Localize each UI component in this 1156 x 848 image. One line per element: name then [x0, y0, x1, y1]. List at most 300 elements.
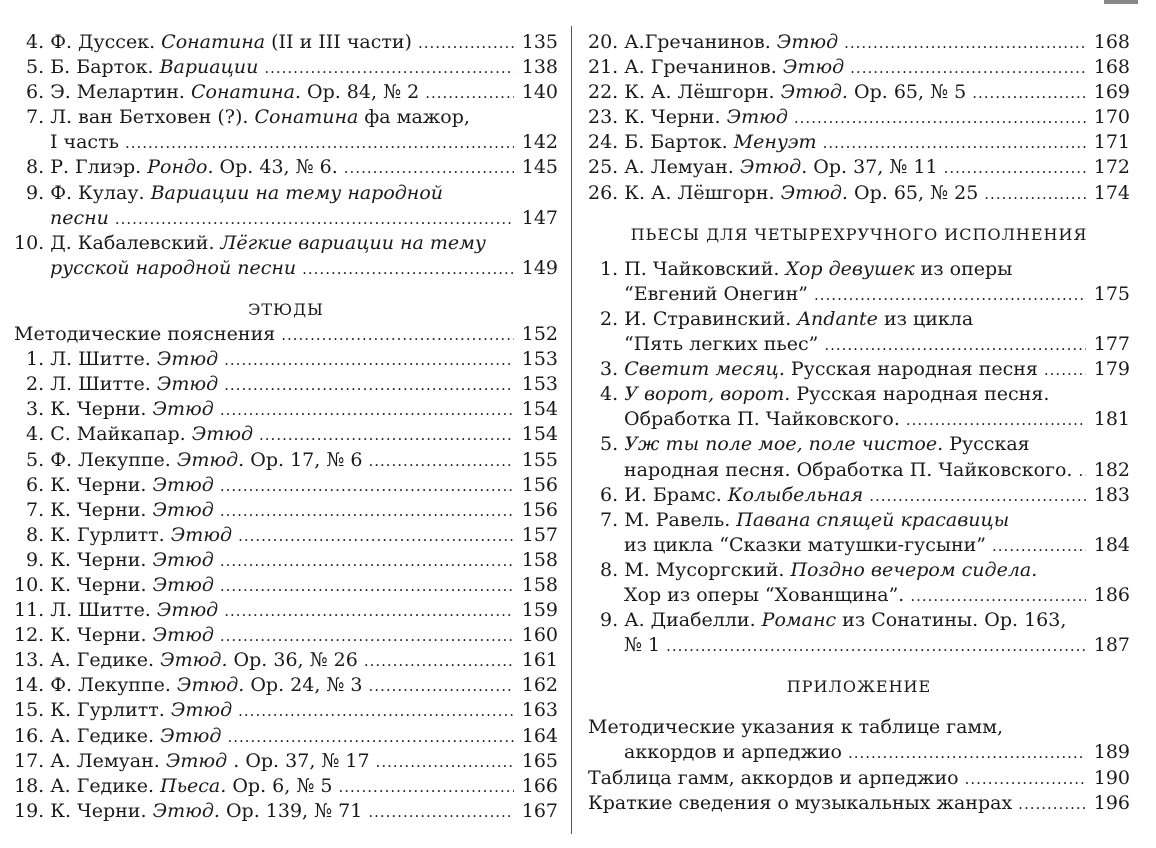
page-number: 167 — [521, 799, 558, 822]
entry-title — [50, 372, 218, 397]
entry-title-text: Методические пояснения — [14, 323, 276, 346]
dot-leader — [115, 207, 514, 232]
entry-title — [50, 155, 338, 180]
entry-title-italic: Вариации на тему народной — [150, 181, 443, 204]
entry-title-italic: Менуэт — [733, 131, 817, 154]
page-number: 182 — [1093, 458, 1130, 481]
entry-number: 17. — [14, 749, 45, 772]
toc-entry — [14, 673, 558, 698]
entry-number: 16. — [14, 724, 45, 747]
entry-title — [624, 533, 986, 558]
entry-title-text: “Евгений Онегин” — [624, 282, 808, 305]
entry-title — [50, 130, 119, 155]
entry-title-text: из цикла — [877, 307, 974, 330]
dot-leader — [227, 725, 514, 750]
page-number: 189 — [1093, 741, 1130, 764]
entry-title-text: К. Гурлитт. — [50, 523, 171, 546]
page-number: 155 — [521, 448, 558, 471]
toc-entry-line — [588, 432, 1130, 457]
dot-leader — [259, 423, 514, 448]
entry-title — [50, 623, 214, 648]
entry-title — [588, 766, 959, 791]
toc-entry — [14, 448, 558, 473]
toc-entry-line — [14, 181, 558, 206]
entry-title — [50, 397, 214, 422]
page-number: 158 — [521, 573, 558, 596]
entry-title-text: Краткие сведения о музыкальных жанрах — [588, 791, 1013, 814]
entry-title — [50, 30, 412, 55]
dot-leader — [220, 624, 514, 649]
toc-entry-line — [588, 715, 1130, 740]
entry-title-text: Ор. 43, № 6. — [213, 156, 338, 179]
entry-number: 19. — [14, 799, 45, 822]
entry-title — [624, 282, 808, 307]
toc-entry — [588, 181, 1130, 206]
toc-entry-line — [588, 608, 1130, 633]
entry-title-text: “Пять легких пьес” — [624, 333, 819, 356]
dot-leader — [965, 767, 1086, 792]
entry-title — [624, 155, 937, 180]
dot-leader — [425, 81, 514, 106]
entry-title-text: I часть — [50, 131, 119, 154]
entry-title-text: А. Гедике. — [50, 724, 161, 747]
toc-entry — [14, 80, 558, 105]
dot-leader — [220, 499, 514, 524]
entry-title-italic: Светит месяц. — [624, 358, 785, 381]
page-number: 147 — [521, 206, 558, 229]
entry-number: 7. — [26, 498, 45, 521]
entry-title — [624, 105, 788, 130]
entry-title — [50, 673, 362, 698]
entry-title — [50, 181, 443, 206]
entry-number: 6. — [26, 473, 45, 496]
entry-title-italic: Этюд. — [780, 81, 848, 104]
entry-title — [624, 633, 660, 658]
dot-leader — [666, 634, 1086, 659]
toc-entry — [588, 332, 1130, 357]
entry-title-italic: Рондо. — [147, 156, 214, 179]
toc-entry — [588, 458, 1130, 483]
toc-entry — [14, 397, 558, 422]
page-number: 164 — [521, 724, 558, 747]
section-header: ЭТЮДЫ — [248, 299, 324, 319]
dot-leader — [224, 373, 514, 398]
entry-title-text: С. Майкапар. — [50, 423, 192, 446]
entry-title — [624, 583, 904, 608]
entry-title-italic: русской народной песни — [50, 256, 297, 279]
entry-title-text: А. Гедике. — [50, 774, 161, 797]
toc-entry — [588, 407, 1130, 432]
entry-title-text: аккордов и арпеджио — [624, 741, 842, 764]
entry-title-text: Л. Шитте. — [50, 599, 157, 622]
entry-number: 18. — [14, 774, 45, 797]
entry-number: 4. — [600, 383, 619, 406]
entry-title-text: Русская — [943, 433, 1030, 456]
entry-title-text: К. Черни. — [50, 548, 153, 571]
entry-title-italic: Колыбельная — [727, 483, 864, 506]
page-number: 184 — [1093, 533, 1130, 556]
toc-entry — [588, 155, 1130, 180]
entry-title-italic: Этюд. — [176, 448, 245, 471]
entry-title — [50, 774, 332, 799]
entry-title-italic: Сонатина — [254, 106, 359, 129]
entry-title-text: А. Гедике. — [50, 649, 161, 672]
entry-title — [588, 715, 1003, 740]
dot-leader — [823, 131, 1086, 156]
entry-title-italic: Романс — [761, 609, 837, 632]
toc-entry — [588, 483, 1130, 508]
dot-leader — [364, 649, 514, 674]
toc-entry — [588, 80, 1130, 105]
entry-title-text: Ф. Кулау. — [50, 181, 151, 204]
toc-entry — [588, 105, 1130, 130]
entry-number: 10. — [14, 573, 45, 596]
entry-title — [50, 548, 214, 573]
entry-title-text: Русская народная песня. — [790, 383, 1050, 406]
entry-title-text: Ф. Лекуппе. — [50, 448, 177, 471]
dot-leader — [338, 775, 514, 800]
entry-number: 5. — [600, 433, 619, 456]
entry-number: 22. — [588, 81, 619, 104]
page-number: 168 — [1093, 31, 1130, 53]
entry-title — [624, 508, 1009, 533]
page-number: 174 — [1093, 181, 1130, 204]
entry-title-italic: Этюд — [152, 624, 214, 647]
dot-leader — [238, 524, 514, 549]
entry-title-text: Ф. Лекуппе. — [50, 674, 177, 697]
entry-title-italic: Пьеса. — [160, 774, 227, 797]
entry-title-text: К. Черни. — [50, 473, 153, 496]
page-number: 158 — [521, 548, 558, 571]
entry-title — [588, 791, 1012, 816]
entry-title — [14, 322, 275, 347]
toc-entry-line — [588, 307, 1130, 332]
entry-title — [624, 181, 978, 206]
dot-leader — [794, 106, 1086, 131]
toc-entry — [588, 357, 1130, 382]
entry-title — [50, 799, 362, 824]
page-number: 142 — [521, 131, 558, 154]
dot-leader — [220, 398, 514, 423]
entry-title-text: фа мажор, — [358, 106, 470, 129]
entry-title — [50, 523, 232, 548]
entry-title-text: К. А. Лёшгорн. — [624, 81, 781, 104]
toc-entry — [588, 282, 1130, 307]
entry-title-text: К. Черни. — [50, 573, 153, 596]
entry-title — [50, 498, 214, 523]
page-number: 156 — [521, 473, 558, 496]
entry-title-text: П. Чайковский. — [624, 257, 786, 280]
toc-entry — [14, 473, 558, 498]
entry-number: 4. — [26, 31, 45, 53]
toc-entry — [14, 130, 558, 155]
entry-title-text: К. Гурлитт. — [50, 699, 171, 722]
entry-title-text: из цикла “Сказки матушки-гусыни” — [624, 533, 987, 556]
entry-title — [624, 407, 900, 432]
entry-title — [50, 55, 258, 80]
entry-title-text: Л. Шитте. — [50, 373, 157, 396]
page-number: 154 — [521, 398, 558, 421]
entry-title-italic: Этюд — [156, 373, 219, 396]
entry-title — [624, 332, 818, 357]
entry-title-italic: Этюд — [170, 523, 233, 546]
entry-title-italic: Этюд — [776, 31, 839, 53]
page-number: 152 — [521, 323, 558, 346]
toc-entry — [14, 256, 558, 281]
entry-number: 9. — [600, 609, 619, 632]
toc-entry — [14, 155, 558, 180]
page-number: 186 — [1093, 583, 1130, 606]
entry-title-text: Ор. 84, № 2 — [300, 81, 420, 104]
entry-title — [624, 558, 1037, 583]
dot-leader — [850, 56, 1086, 81]
dot-leader — [368, 800, 514, 825]
entry-title — [624, 382, 1049, 407]
dot-leader — [264, 56, 514, 81]
column-divider — [571, 26, 572, 834]
entry-number: 11. — [14, 599, 45, 622]
entry-title-italic: Этюд. — [739, 156, 808, 179]
page-number: 177 — [1093, 333, 1130, 356]
dot-leader — [869, 484, 1086, 509]
entry-title-italic: Этюд — [152, 498, 214, 521]
toc-entry-line — [588, 508, 1130, 533]
entry-title-text: Ор. 139, № 71 — [219, 799, 363, 822]
entry-title-text: К. Черни. — [624, 106, 727, 129]
entry-title — [50, 473, 214, 498]
entry-title-text: Таблица гамм, аккордов и арпеджио — [588, 766, 959, 789]
entry-title — [624, 55, 844, 80]
page-number: 160 — [521, 624, 558, 647]
toc-entry — [588, 30, 1130, 55]
toc-column-left — [14, 30, 558, 824]
entry-title-text: из оперы — [914, 257, 1013, 280]
entry-title-italic: Этюд — [156, 348, 219, 371]
toc-column-right — [588, 30, 1130, 816]
dot-leader — [824, 333, 1086, 358]
page-number: 172 — [1093, 156, 1130, 179]
entry-title — [624, 483, 863, 508]
page-number: 190 — [1093, 766, 1130, 789]
entry-number: 10. — [14, 231, 45, 254]
entry-title-text: Ор. 37, № 11 — [807, 156, 938, 179]
entry-title-text: Ф. Дуссек. — [50, 31, 162, 53]
toc-entry — [14, 749, 558, 774]
entry-title — [624, 307, 973, 332]
entry-title — [624, 432, 1029, 457]
entry-title-text: народная песня. Обработка П. Чайковского. — [624, 458, 1073, 481]
page-number: 138 — [521, 56, 558, 79]
entry-title-text: Л. Шитте. — [50, 348, 157, 371]
page-number: 161 — [521, 649, 558, 672]
entry-title — [624, 608, 1066, 633]
entry-number: 14. — [14, 674, 45, 697]
entry-title-italic: Уж ты поле мое, поле чистое. — [624, 433, 944, 456]
dot-leader — [910, 584, 1086, 609]
entry-number: 6. — [26, 81, 45, 104]
toc-entry — [14, 548, 558, 573]
entry-number: 12. — [14, 624, 45, 647]
dot-leader — [418, 31, 514, 56]
entry-title-text: К. Черни. — [50, 498, 153, 521]
entry-title-italic: Этюд. — [152, 799, 220, 822]
entry-title-text: Ор. 36, № 26 — [227, 649, 358, 672]
entry-title — [50, 698, 232, 723]
entry-title-italic: Павана спящей красавицы — [736, 508, 1010, 531]
entry-title-italic: Лёгкие вариации на тему — [220, 231, 486, 254]
entry-title-italic: Этюд — [165, 749, 228, 772]
dot-leader — [220, 549, 514, 574]
toc-entry — [588, 791, 1130, 816]
entry-title-italic: Andante — [797, 307, 878, 330]
page-number: 162 — [521, 674, 558, 697]
entry-number: 3. — [600, 358, 619, 381]
toc-entry — [14, 573, 558, 598]
entry-title-text: (II и III части) — [265, 31, 412, 53]
entry-title-text: Хор из оперы “Хованщина”. — [624, 583, 905, 606]
page-number: 140 — [521, 81, 558, 104]
entry-number: 7. — [26, 106, 45, 129]
entry-title-text: Д. Кабалевский. — [50, 231, 221, 254]
entry-title-text: Б. Барток. — [624, 131, 734, 154]
entry-title-italic: Вариации — [159, 56, 259, 79]
toc-entry — [14, 623, 558, 648]
page-number: 181 — [1093, 408, 1130, 431]
entry-number: 24. — [588, 131, 619, 154]
page-number: 170 — [1093, 106, 1130, 129]
entry-title-text: Б. Барток. — [50, 56, 160, 79]
toc-entry — [14, 523, 558, 548]
page-number: 135 — [521, 31, 558, 53]
entry-title-italic: Сонатина — [161, 31, 266, 53]
entry-title-text: Русская народная песня — [784, 358, 1038, 381]
entry-title-text: Обработка П. Чайковского. — [624, 408, 900, 431]
entry-title — [50, 598, 218, 623]
entry-title-text: из Сонатины. Ор. 163, — [836, 609, 1067, 632]
entry-title-italic: Сонатина. — [190, 81, 301, 104]
toc-entry — [588, 766, 1130, 791]
entry-title-italic: Этюд — [152, 473, 214, 496]
entry-number: 8. — [26, 156, 45, 179]
entry-title — [624, 130, 816, 155]
dot-leader — [281, 323, 514, 348]
page-number: 183 — [1093, 483, 1130, 506]
page-number: 145 — [521, 156, 558, 179]
page-number-fragment — [1104, 0, 1138, 4]
page-number: 166 — [521, 774, 558, 797]
page-number: 168 — [1093, 56, 1130, 79]
entry-title-text: И. Брамс. — [624, 483, 728, 506]
dot-leader — [1018, 792, 1086, 817]
entry-title — [50, 749, 369, 774]
dot-leader — [376, 750, 514, 775]
entry-title-text: Ор. 65, № 5 — [847, 81, 967, 104]
entry-number: 1. — [26, 348, 45, 371]
section-gap — [588, 206, 1130, 222]
entry-number: 6. — [600, 483, 619, 506]
dot-leader — [220, 574, 514, 599]
entry-title — [50, 80, 419, 105]
dot-leader — [992, 534, 1086, 559]
entry-number: 9. — [26, 548, 45, 571]
section-header: ПРИЛОЖЕНИЕ — [786, 677, 932, 697]
entry-title — [624, 458, 1072, 483]
dot-leader — [224, 348, 514, 373]
toc-entry-line — [588, 558, 1130, 583]
page-number: 156 — [521, 498, 558, 521]
toc-entry — [588, 633, 1130, 658]
entry-title-text: И. Стравинский. — [624, 307, 798, 330]
entry-title-italic: Этюд — [160, 724, 222, 747]
entry-title-text: М. Равель. — [624, 508, 737, 531]
entry-number: 20. — [588, 31, 619, 53]
dot-leader — [302, 257, 514, 282]
toc-entry — [588, 55, 1130, 80]
entry-title — [50, 573, 214, 598]
dot-leader — [972, 81, 1086, 106]
entry-number: 25. — [588, 156, 619, 179]
entry-number: 2. — [26, 373, 45, 396]
entry-title-text: Ор. 6, № 5 — [226, 774, 333, 797]
entry-title-italic: Этюд. — [780, 181, 848, 204]
dot-leader — [944, 156, 1086, 181]
section-gap — [588, 658, 1130, 674]
entry-title-italic: У ворот, ворот. — [624, 383, 791, 406]
entry-number: 23. — [588, 106, 619, 129]
toc-entry — [14, 30, 558, 55]
toc-entry — [14, 347, 558, 372]
entry-title-text: Э. Мелартин. — [50, 81, 191, 104]
entry-number: 15. — [14, 699, 45, 722]
entry-title-italic: Этюд — [152, 573, 214, 596]
entry-title-text: Методические указания к таблице гамм, — [588, 716, 1004, 739]
page-number: 187 — [1093, 634, 1130, 657]
toc-entry — [14, 498, 558, 523]
toc-entry — [14, 55, 558, 80]
section-gap — [588, 699, 1130, 715]
toc-entry — [588, 583, 1130, 608]
dot-leader — [906, 408, 1086, 433]
entry-title-italic: Хор девушек — [785, 257, 915, 280]
entry-title-text: Р. Глиэр. — [50, 156, 148, 179]
entry-title-text: Ор. 17, № 6 — [244, 448, 363, 471]
entry-title — [50, 256, 296, 281]
section-gap — [588, 247, 1130, 257]
toc-entry — [588, 533, 1130, 558]
toc-entry — [14, 698, 558, 723]
entry-number: 5. — [26, 448, 45, 471]
toc-entry — [14, 724, 558, 749]
dot-leader — [848, 741, 1086, 766]
entry-title-italic: Поздно вечером сидела. — [790, 558, 1038, 581]
entry-title-text: А.Гречанинов. — [624, 31, 777, 53]
entry-title — [50, 206, 109, 231]
page-number: 163 — [521, 699, 558, 722]
dot-leader — [1044, 358, 1086, 383]
page-number: 171 — [1093, 131, 1130, 154]
entry-title-italic: песни — [50, 206, 109, 229]
entry-title — [624, 257, 1012, 282]
entry-number: 8. — [26, 523, 45, 546]
entry-number: 9. — [26, 181, 45, 204]
entry-title — [50, 724, 221, 749]
entry-title — [50, 448, 362, 473]
toc-entry — [14, 598, 558, 623]
dot-leader — [814, 283, 1086, 308]
page-number: 154 — [521, 423, 558, 446]
entry-title-italic: Этюд. — [176, 674, 245, 697]
toc-entry — [14, 372, 558, 397]
